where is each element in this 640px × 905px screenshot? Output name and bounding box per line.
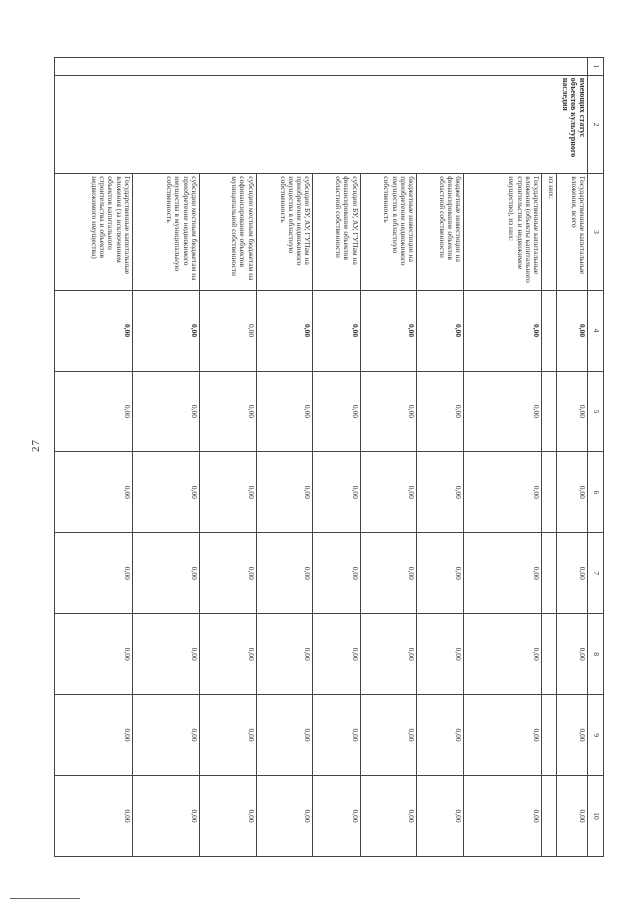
value-cell: 0,00 [55,533,133,614]
value-cell: 0,00 [313,290,360,371]
value-cell: 0,00 [313,533,360,614]
value-cell: 0,00 [464,452,542,533]
column-number: 8 [588,614,604,695]
table-row [556,58,587,857]
value-cell: 0,00 [256,695,313,776]
value-cell: 0,00 [199,290,256,371]
value-cell: 0,00 [132,452,199,533]
table-row [55,58,133,857]
value-cell: 0,00 [132,371,199,452]
value-cell: 0,00 [132,614,199,695]
table-row [360,58,417,857]
value-cell: 0,00 [556,452,587,533]
value-cell: 0,00 [256,776,313,857]
table-row [313,58,360,857]
value-cell: 0,00 [360,695,417,776]
value-cell [542,614,557,695]
value-cell: 0,00 [132,695,199,776]
value-cell: 0,00 [55,371,133,452]
value-cell: 0,00 [199,776,256,857]
value-cell: 0,00 [556,614,587,695]
value-cell: 0,00 [256,614,313,695]
value-cell: 0,00 [360,614,417,695]
value-cell: 0,00 [256,371,313,452]
value-cell: 0,00 [464,371,542,452]
value-cell: 0,00 [464,614,542,695]
row-label: из них: [542,174,557,290]
value-cell: 0,00 [313,776,360,857]
row-label: Государственные капитальные вложения, всего [556,174,587,290]
column-number: 6 [588,452,604,533]
value-cell: 0,00 [360,371,417,452]
value-cell: 0,00 [313,614,360,695]
value-cell: 0,00 [360,533,417,614]
row-label: субсидии БУ, АУ, ГУПам на приобретение недвижимого имущества в областную собственность [256,174,313,290]
row-label: Государственные капитальные вложения (за исключением объектов капитального строительства и объектов недвижимого имущества) [55,174,133,290]
value-cell: 0,00 [199,371,256,452]
value-cell: 0,00 [417,776,464,857]
value-cell: 0,00 [55,290,133,371]
value-cell: 0,00 [132,290,199,371]
footer-rule [10,898,80,899]
value-cell: 0,00 [417,290,464,371]
value-cell [542,371,557,452]
object-description-cell: имеющих статус объектов культурного наследия [55,75,588,174]
rotated-page-content [54,57,604,857]
value-cell [542,533,557,614]
row-label: Государственные капитальные вложения (объекты капитального строительства и недвижимое имущество), из них: [464,174,542,290]
value-cell: 0,00 [556,533,587,614]
column-number: 5 [588,371,604,452]
value-cell: 0,00 [464,776,542,857]
value-cell: 0,00 [199,452,256,533]
column-number: 7 [588,533,604,614]
value-cell: 0,00 [464,695,542,776]
value-cell: 0,00 [417,695,464,776]
value-cell: 0,00 [256,452,313,533]
value-cell: 0,00 [199,614,256,695]
value-cell [542,695,557,776]
value-cell: 0,00 [417,452,464,533]
value-cell: 0,00 [417,371,464,452]
table-row [132,58,199,857]
value-cell: 0,00 [256,290,313,371]
column-number: 9 [588,695,604,776]
value-cell: 0,00 [199,695,256,776]
value-cell: 0,00 [55,695,133,776]
value-cell: 0,00 [55,452,133,533]
value-cell: 0,00 [360,776,417,857]
page-number: 27 [30,439,42,452]
value-cell: 0,00 [132,533,199,614]
row-label: субсидии БУ, АУ, ГУПам на финансирование объектов областной собственности [313,174,360,290]
value-cell: 0,00 [417,614,464,695]
value-cell: 0,00 [417,533,464,614]
table-row [542,58,557,857]
col1-cell [55,58,588,76]
value-cell [542,290,557,371]
row-label: бюджетные инвестиции на финансирование объектов областной собственности [417,174,464,290]
column-number: 10 [588,776,604,857]
value-cell: 0,00 [55,614,133,695]
value-cell [542,452,557,533]
column-number: 3 [588,174,604,290]
column-number: 2 [588,75,604,174]
column-number-row [588,58,604,857]
value-cell: 0,00 [256,533,313,614]
value-cell: 0,00 [360,290,417,371]
value-cell [542,776,557,857]
value-cell: 0,00 [556,371,587,452]
table-row [256,58,313,857]
value-cell: 0,00 [313,371,360,452]
row-label: субсидии местным бюджетам на софинансирование объектов муниципальной собственности [199,174,256,290]
value-cell: 0,00 [556,776,587,857]
value-cell: 0,00 [464,290,542,371]
table-row [199,58,256,857]
value-cell: 0,00 [132,776,199,857]
value-cell: 0,00 [55,776,133,857]
table-row [464,58,542,857]
value-cell: 0,00 [199,533,256,614]
value-cell: 0,00 [313,695,360,776]
value-cell: 0,00 [556,695,587,776]
column-number: 1 [588,58,604,76]
value-cell: 0,00 [464,533,542,614]
column-number: 4 [588,290,604,371]
value-cell: 0,00 [360,452,417,533]
table-row [417,58,464,857]
investment-table [54,57,604,857]
value-cell: 0,00 [313,452,360,533]
row-label: бюджетные инвестиции на приобретение недвижимого имущества в областную собственность [360,174,417,290]
value-cell: 0,00 [556,290,587,371]
row-label: субсидии местным бюджетам на приобретение недвижимого имущества в муниципальную собственность [132,174,199,290]
